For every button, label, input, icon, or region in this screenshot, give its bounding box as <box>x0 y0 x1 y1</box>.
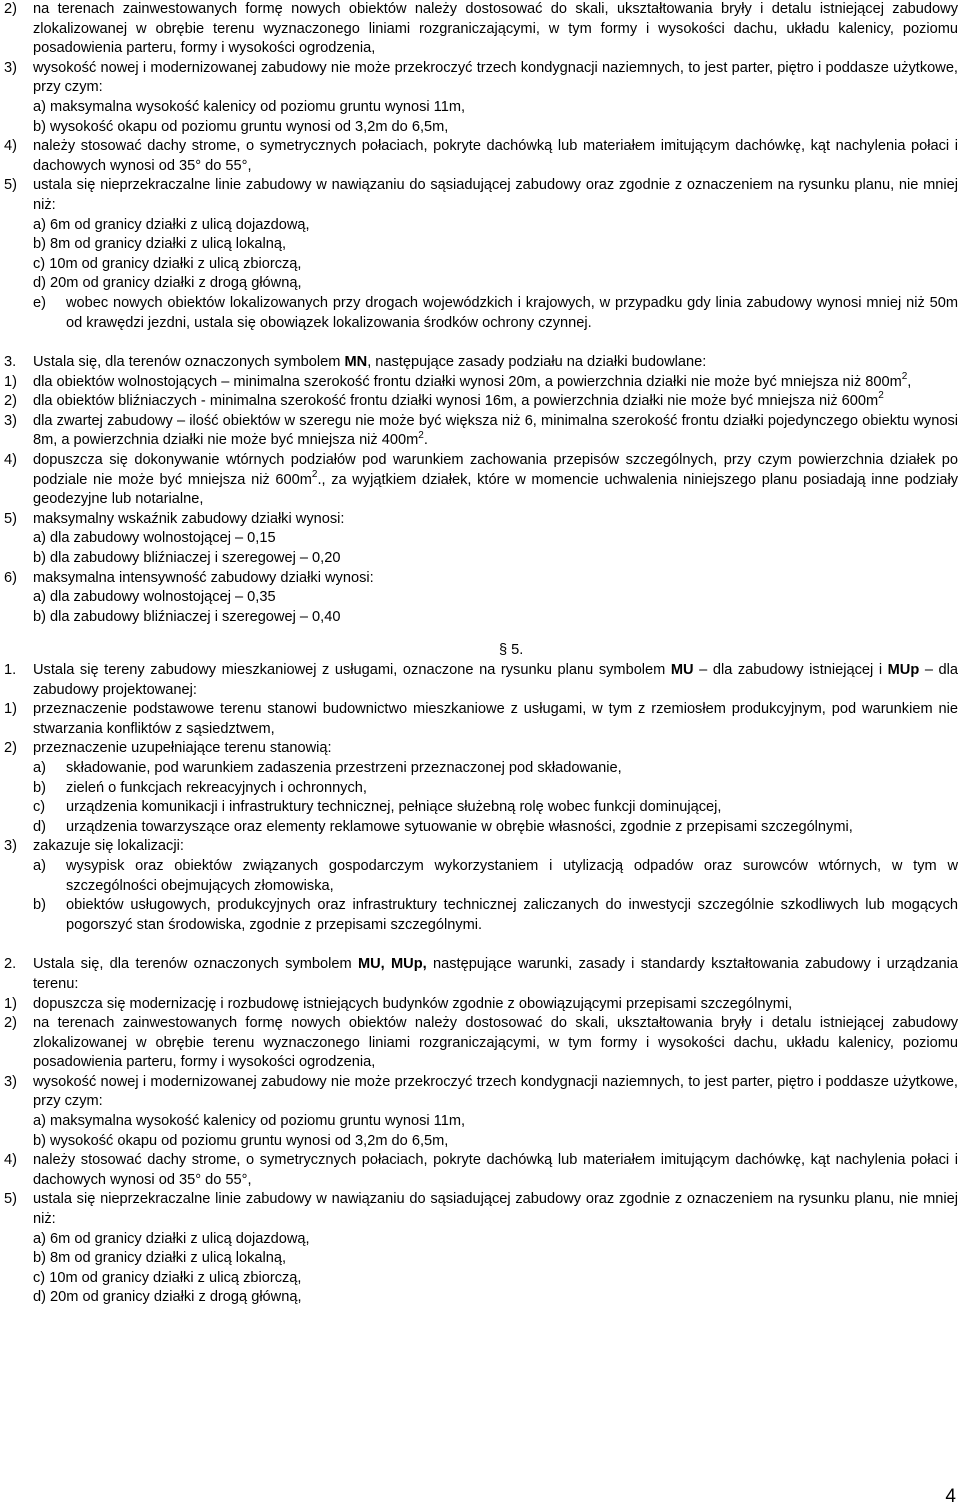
list-item <box>4 392 958 412</box>
item-letter: e) <box>33 294 46 311</box>
item-number: 2) <box>4 393 17 410</box>
item-number: 1) <box>4 995 17 1012</box>
sub-item: c) 10m od granicy działki z ulicą zbiorczą, <box>33 1269 302 1286</box>
sub-item: d) 20m od granicy działki z drogą główną, <box>33 1289 302 1306</box>
item-text: przeznaczenie podstawowe terenu stanowi budownictwo mieszkaniowe z usługami, w tym z rzemiosłem produkcyjnym, pod warunkiem nie stwarzania konfliktów z sąsiedztwem, <box>33 701 958 737</box>
list-item <box>4 0 958 59</box>
item-text: wysypisk oraz obiektów związanych gospodarczym wykorzystaniem i utylizacją odpadów oraz surowców wtórnych, w tym w szczególności obejmujących złomowiska, <box>66 857 958 894</box>
sub-item <box>4 294 958 333</box>
paragraph-number: 1. <box>4 662 17 678</box>
superscript: 2 <box>311 468 318 480</box>
paragraph-number: 3. <box>4 354 17 371</box>
item-text: składowanie, pod warunkiem zadaszenia przestrzeni przeznaczonej pod składowanie, <box>66 759 622 776</box>
sub-item <box>4 818 958 838</box>
item-text: zieleń o funkcjach rekreacyjnych i ochronnych, <box>66 779 367 796</box>
item-text: , <box>907 373 912 390</box>
sub-item: a) 6m od granicy działki z ulicą dojazdową, <box>33 216 310 233</box>
list-item <box>4 700 958 739</box>
paragraph-number: 2. <box>4 956 17 973</box>
paragraph-text: następujące warunki, zasady i standardy kształtowania zabudowy i urządzania terenu: <box>33 956 958 992</box>
item-text: dla obiektów wolnostojących – minimalna szerokość frontu działki wynosi 20m, a powierzchnia działki nie może być mniejsza niż 800m <box>33 373 902 390</box>
item-text: ustala się nieprzekraczalne linie zabudowy w nawiązaniu do sąsiadującej zabudowy oraz zgodnie z oznaczeniem na rysunku planu, nie mniej niż: <box>33 1191 958 1228</box>
sub-item: b) 8m od granicy działki z ulicą lokalną, <box>33 236 287 253</box>
superscript: 2 <box>901 370 908 382</box>
item-number: 3) <box>4 838 17 855</box>
symbol-mu: MU <box>670 662 694 678</box>
sub-item: c) 10m od granicy działki z ulicą zbiorczą, <box>33 255 302 272</box>
item-text: dla zwartej zabudowy – ilość obiektów w szeregu nie może być większa niż 6, minimalna szerokość frontu działki pojedynczego obiektu wynosi 8m, a powierzchnia działki nie może być mniejsza niż 400m <box>33 412 958 449</box>
item-text: urządzenia towarzyszące oraz elementy reklamowe sytuowanie w obrębie własności, zgodnie z przepisami szczególnymi, <box>66 818 853 835</box>
paragraph-2 <box>4 955 958 994</box>
sub-item: a) maksymalna wysokość kalenicy od poziomu gruntu wynosi 11m, <box>33 98 466 115</box>
sub-item: b) dla zabudowy bliźniaczej i szeregowej – 0,40 <box>33 608 341 625</box>
list-item <box>4 412 958 451</box>
paragraph-text: – dla zabudowy projektowanej: <box>33 662 958 698</box>
item-letter: c) <box>33 799 46 816</box>
item-number: 6) <box>4 569 17 586</box>
section-title: § 5. <box>499 642 524 659</box>
list-item <box>4 176 958 215</box>
item-text: maksymalna intensywność zabudowy działki wynosi: <box>33 569 374 586</box>
item-number: 5) <box>4 1191 17 1208</box>
sub-item: a) dla zabudowy wolnostojącej – 0,35 <box>33 589 276 606</box>
item-text: obiektów usługowych, produkcyjnych oraz infrastruktury technicznej zaliczanych do inwestycji szczególnie szkodliwych lub mogących pogorszyć stan środowiska, zgodnie z przepisami szczególnymi. <box>66 897 958 933</box>
item-number: 4) <box>4 452 17 469</box>
item-number: 3) <box>4 412 17 429</box>
item-text: wobec nowych obiektów lokalizowanych przy drogach wojewódzkich i krajowych, w przypadku gdy linia zabudowy wynosi mniej niż 50m od krawędzi jezdni, ustala się obowiązek lokalizowania środków ochrony czynnej. <box>66 294 958 331</box>
list-item <box>4 569 958 589</box>
item-text: zakazuje się lokalizacji: <box>33 838 184 855</box>
item-letter: b) <box>33 897 46 914</box>
item-number: 1) <box>4 701 17 718</box>
paragraph-3 <box>4 353 958 373</box>
sub-item: b) wysokość okapu od poziomu gruntu wynosi od 3,2m do 6,5m, <box>33 118 449 135</box>
item-text: . <box>423 432 428 449</box>
sub-item: d) 20m od granicy działki z drogą główną, <box>33 275 302 292</box>
item-letter: a) <box>33 857 46 874</box>
item-number: 4) <box>4 1152 17 1169</box>
item-number: 4) <box>4 138 17 155</box>
list-item <box>4 995 958 1015</box>
list-item <box>4 739 958 759</box>
sub-item <box>4 779 958 799</box>
item-text: na terenach zainwestowanych formę nowych obiektów należy dostosować do skali, ukształtowania bryły i detalu istniejącej zabudowy zlokalizowanej w obrębie terenu wyznaczonego liniami rozgraniczającymi, w tym formy i wysokości dachu, układu kalenicy, poziomu posadowienia parteru, formy i wysokości ogrodzenia, <box>33 1015 958 1071</box>
list-item <box>4 59 958 98</box>
symbol-mn: MN <box>344 354 368 371</box>
page-number: 4 <box>945 1486 956 1507</box>
symbol-mup: MUp <box>887 662 920 678</box>
item-text: na terenach zainwestowanych formę nowych obiektów należy dostosować do skali, ukształtowania bryły i detalu istniejącej zabudowy zlokalizowanej w obrębie terenu wyznaczonego liniami rozgraniczającymi, w tym formy i wysokości dachu, układu kalenicy, poziomu posadowienia parteru, formy i wysokości ogrodzenia, <box>33 1 958 57</box>
item-text: należy stosować dachy strome, o symetrycznych połaciach, pokryte dachówką lub materiałem imitującym dachówkę, kąt nachylenia połaci i dachowych wynosi od 35° do 55°, <box>33 138 958 174</box>
sub-item <box>4 759 958 779</box>
item-text: dla obiektów bliźniaczych - minimalna szerokość frontu działki wynosi 16m, a powierzchnia działki nie może być mniejsza niż 600m <box>33 393 879 410</box>
item-text: urządzenia komunikacji i infrastruktury technicznej, pełniące służebną rolę wobec funkcji dominującej, <box>66 799 722 816</box>
sub-item: a) dla zabudowy wolnostojącej – 0,15 <box>33 530 276 547</box>
sub-item: a) maksymalna wysokość kalenicy od poziomu gruntu wynosi 11m, <box>33 1113 466 1130</box>
item-text: wysokość nowej i modernizowanej zabudowy nie może przekroczyć trzech kondygnacji naziemnych, to jest parter, piętro i poddasze użytkowe, przy czym: <box>33 59 958 96</box>
superscript: 2 <box>878 390 884 402</box>
item-text: należy stosować dachy strome, o symetrycznych połaciach, pokryte dachówką lub materiałem imitującym dachówkę, kąt nachylenia połaci i dachowych wynosi od 35° do 55°, <box>33 1152 958 1188</box>
item-number: 5) <box>4 177 17 194</box>
paragraph-text: – dla zabudowy istniejącej i <box>693 662 888 678</box>
list-item <box>4 837 958 857</box>
sub-item: b) wysokość okapu od poziomu gruntu wynosi od 3,2m do 6,5m, <box>33 1132 449 1149</box>
item-letter: b) <box>33 779 46 796</box>
item-number: 1) <box>4 373 17 390</box>
item-number: 2) <box>4 1015 17 1032</box>
sub-item <box>4 857 958 896</box>
item-text: maksymalny wskaźnik zabudowy działki wynosi: <box>33 510 345 527</box>
superscript: 2 <box>418 429 424 441</box>
list-item <box>4 137 958 176</box>
list-item <box>4 451 958 510</box>
list-item <box>4 1190 958 1229</box>
sub-item <box>4 896 958 935</box>
sub-item <box>4 798 958 818</box>
paragraph-1 <box>4 661 958 700</box>
list-item <box>4 510 958 530</box>
item-text: wysokość nowej i modernizowanej zabudowy nie może przekroczyć trzech kondygnacji naziemnych, to jest parter, piętro i poddasze użytkowe, przy czym: <box>33 1073 958 1110</box>
item-text: ., za wyjątkiem działek, które w momencie uchwalenia niniejszego planu posiadają inne podziały geodezyjne lub notarialne, <box>33 471 958 508</box>
item-number: 2) <box>4 1 17 17</box>
symbol-mu-mup: MU, MUp, <box>357 956 427 973</box>
item-text: dopuszcza się modernizację i rozbudowę istniejących budynków zgodnie z obowiązującymi przepisami szczególnymi, <box>33 995 793 1012</box>
item-letter: a) <box>33 759 46 776</box>
paragraph-text: Ustala się tereny zabudowy mieszkaniowej z usługami, oznaczone na rysunku planu symbolem <box>33 662 671 678</box>
sub-item: a) 6m od granicy działki z ulicą dojazdową, <box>33 1230 310 1247</box>
paragraph-text: Ustala się, dla terenów oznaczonych symbolem <box>33 354 345 371</box>
item-number: 3) <box>4 59 17 76</box>
item-letter: d) <box>33 818 46 835</box>
paragraph-text: , następujące zasady podziału na działki budowlane: <box>367 354 707 371</box>
list-item <box>4 1014 958 1073</box>
list-item <box>4 1073 958 1112</box>
sub-item: b) dla zabudowy bliźniaczej i szeregowej – 0,20 <box>33 550 341 567</box>
item-number: 3) <box>4 1073 17 1090</box>
sub-item: b) 8m od granicy działki z ulicą lokalną, <box>33 1250 287 1267</box>
item-text: ustala się nieprzekraczalne linie zabudowy w nawiązaniu do sąsiadującej zabudowy oraz zgodnie z oznaczeniem na rysunku planu, nie mniej niż: <box>33 177 958 213</box>
list-item <box>4 1151 958 1190</box>
item-number: 2) <box>4 740 17 757</box>
item-text: przeznaczenie uzupełniające terenu stanowią: <box>33 740 332 757</box>
document-page <box>4 0 958 1308</box>
item-number: 5) <box>4 510 17 527</box>
item-text: dopuszcza się dokonywanie wtórnych podziałów pod warunkiem zachowania przepisów szczególnych, przy czym powierzchnia działek po podziale nie może być mniejsza niż 600m <box>33 452 958 488</box>
list-item <box>4 370 958 393</box>
paragraph-text: Ustala się, dla terenów oznaczonych symbolem <box>33 956 358 973</box>
